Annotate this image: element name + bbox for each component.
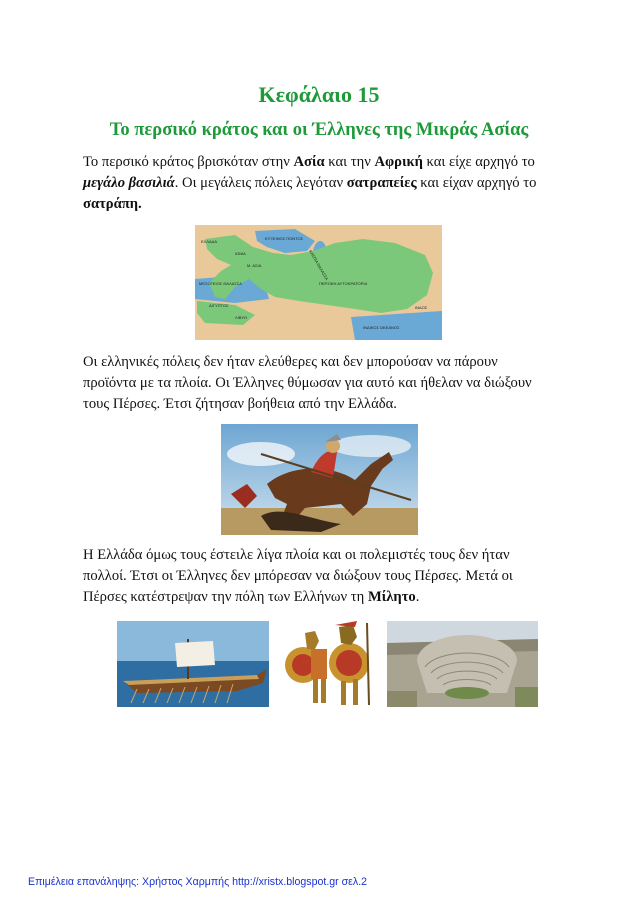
p1-text-2: και την	[324, 154, 375, 170]
chapter-title: Κεφάλαιο 15	[258, 82, 380, 107]
p1-africa: Αφρική	[374, 154, 423, 170]
greek-hoplites-image	[277, 621, 379, 707]
persian-horseman-image	[221, 424, 418, 535]
p3-text-2: .	[415, 589, 420, 605]
miletus-theatre-image	[387, 621, 538, 707]
p1-text-3: και είχε αρχηγό το	[422, 154, 535, 170]
map-label-mikra-asia: Μ. ΑΣΙΑ	[247, 263, 262, 268]
persian-empire-map-image	[195, 225, 442, 340]
map-label-persian-empire: ΠΕΡΣΙΚΗ ΑΥΤΟΚΡΑΤΟΡΙΑ	[319, 281, 368, 286]
map-label-hellas: ΕΛΛΑΔΑ	[201, 239, 218, 244]
trireme-ship-image	[117, 621, 269, 707]
p1-satrap: σατράπη.	[83, 196, 142, 212]
p1-text-1: Το περσικό κράτος βρισκόταν στην	[83, 154, 294, 170]
p1-great-king: μεγάλο βασιλιά	[83, 175, 175, 191]
map-label-mesogeios: ΜΕΣΟΓΕΙΟΣ ΘΑΛΑΣΣΑ	[199, 281, 242, 286]
p1-satrapies: σατραπείες	[346, 175, 417, 191]
p1-text-4: . Οι μεγάλεις πόλεις λεγόταν	[174, 175, 347, 191]
p3-miletus: Μίλητο	[367, 589, 416, 605]
map-label-euxeinos: ΕΥΞΕΙΝΟΣ ΠΟΝΤΟΣ	[265, 236, 304, 241]
map-label-ionia: ΙΩΝΙΑ	[235, 251, 246, 256]
map-label-livyi: ΛΙΒΥΗ	[235, 315, 248, 320]
paragraph-miletus	[83, 545, 551, 608]
p3-text-1: Η Ελλάδα όμως τους έστειλε λίγα πλοία και οι πολεμιστές τους δεν ήταν πολλοί. Έτσι οι Έλληνες δεν μπόρεσαν να διώξουν τους Πέρσες. Μετά οι Πέρσες κατέστρεψαν την πόλη των Ελλήνων τη	[83, 547, 513, 605]
chapter-subtitle: Το περσικό κράτος και οι Έλληνες της Μικράς Ασίας	[109, 120, 529, 140]
map-label-caspian: ΚΑΣΠΙΑ ΘΑΛΑΣΣΑ	[308, 249, 330, 281]
map-label-aigyptos: ΑΙΓΥΠΤΟΣ	[209, 303, 229, 308]
footer-credit: Επιμέλεια επανάληψης: Χρήστος Χαρμπής http://xristx.blogspot.gr σελ.2	[28, 876, 368, 888]
p1-asia: Ασία	[293, 154, 325, 170]
p1-text-5: και είχαν αρχηγό το	[416, 175, 537, 191]
paragraph-persian-empire	[83, 152, 551, 215]
map-label-indos: ΙΝΔΟΣ	[415, 305, 428, 310]
paragraph-greek-cities: Οι ελληνικές πόλεις δεν ήταν ελεύθερες και δεν μπορούσαν να πάρουν προϊόντα με τα πλοία. Οι Έλληνες θύμωσαν για αυτό και ήθελαν να διώξουν τους Πέρσες. Έτσι ζήτησαν βοήθεια από την Ελλάδα.	[83, 354, 532, 412]
map-label-indikos: ΙΝΔΙΚΟΣ ΩΚΕΑΝΟΣ	[363, 325, 400, 330]
